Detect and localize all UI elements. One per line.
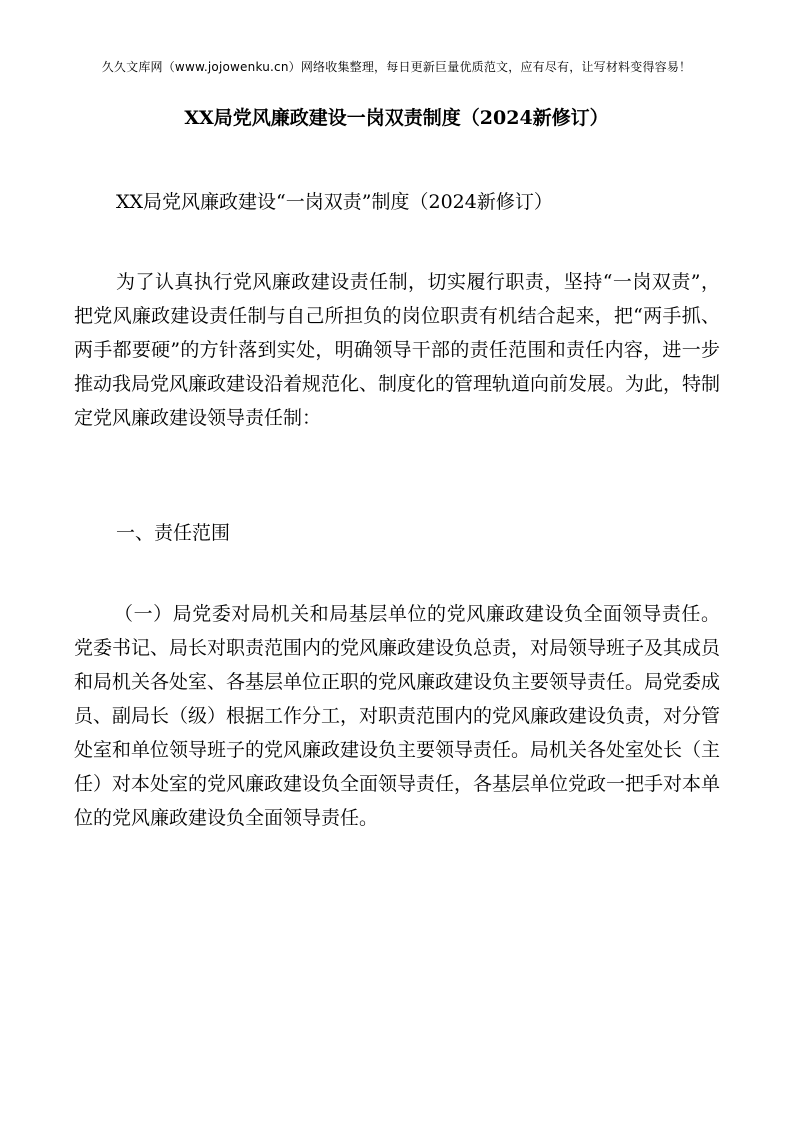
intro-paragraph: 为了认真执行党风廉政建设责任制，切实履行职责，坚持“一岗双责”，把党风廉政建设责任制与自己所担负的岗位职责有机结合起来，把“两手抓、两手都要硬”的方针落到实处，明确领导干部的责任范围和责任内容，进一步推动我局党风廉政建设沿着规范化、制度化的管理轨道向前发展。为此，特制定党风廉政建设领导责任制：	[74, 271, 721, 429]
section-paragraph: （一）局党委对局机关和局基层单位的党风廉政建设负全面领导责任。党委书记、局长对职责范围内的党风廉政建设负总责，对局领导班子及其成员和局机关各处室、各基层单位正职的党风廉政建设负主要领导责任。局党委成员、副局长（级）根据工作分工，对职责范围内的党风廉政建设负责，对分管处室和单位领导班子的党风廉政建设负主要领导责任。局机关各处室处长（主任）对本处室的党风廉政建设负全面领导责任，各基层单位党政一把手对本单位的党风廉政建设负全面领导责任。	[74, 603, 721, 829]
document-title: XX局党风廉政建设一岗双责制度（2024新修订）	[184, 107, 609, 129]
section-heading: 一、责任范围	[116, 522, 231, 544]
header-note: 久久文库网（www.jojowenku.cn）网络收集整理，每日更新巨量优质范文，应有尽有，让写材料变得容易！	[101, 60, 692, 74]
document-subtitle: XX局党风廉政建设“一岗双责”制度（2024新修订）	[116, 191, 553, 213]
